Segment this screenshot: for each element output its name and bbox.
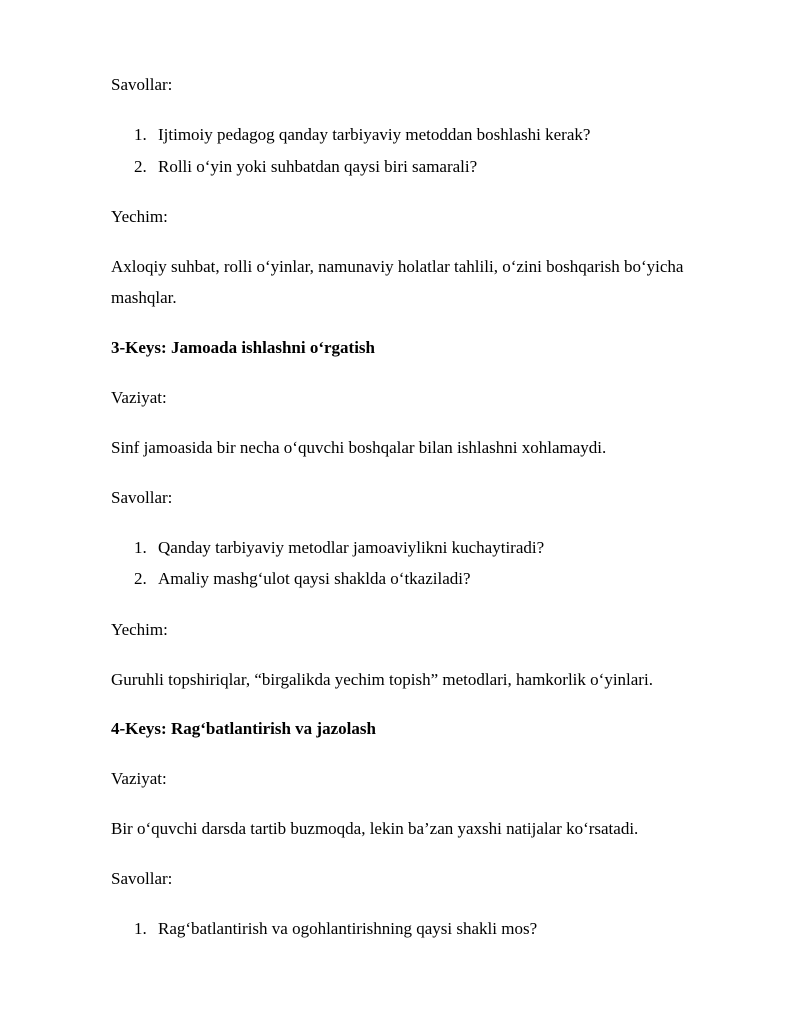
list-item-text: Amaliy mashg‘ulot qaysi shaklda o‘tkaziladi? — [158, 569, 471, 588]
list-number: 2. — [134, 569, 147, 588]
case-heading: 3-Keys: Jamoada ishlashni o‘rgatish — [111, 338, 375, 357]
vaziyat-text: Bir o‘quvchi darsda tartib buzmoqda, lekin ba’zan yaxshi natijalar ko‘rsatadi. — [111, 819, 639, 838]
vaziyat-text: Sinf jamoasida bir necha o‘quvchi boshqalar bilan ishlashni xohlamaydi. — [111, 438, 607, 457]
list-number: 1. — [134, 538, 147, 557]
vaziyat-label: Vaziyat: — [111, 388, 167, 407]
yechim-label: Yechim: — [111, 620, 168, 639]
list-item-text: Rolli o‘yin yoki suhbatdan qaysi biri samarali? — [158, 157, 478, 176]
list-item-text: Qanday tarbiyaviy metodlar jamoaviylikni kuchaytiradi? — [158, 538, 545, 557]
list-item-text: Rag‘batlantirish va ogohlantirishning qaysi shakli mos? — [158, 919, 538, 938]
yechim-text-line1: Axloqiy suhbat, rolli o‘yinlar, namunaviy holatlar tahlili, o‘zini boshqarish bo‘yicha — [111, 257, 684, 276]
yechim-label: Yechim: — [111, 207, 168, 226]
list-item — [134, 538, 544, 558]
list-item — [134, 157, 477, 177]
yechim-text: Guruhli topshiriqlar, “birgalikda yechim topish” metodlari, hamkorlik o‘yinlari. — [111, 670, 653, 689]
savollar-label: Savollar: — [111, 869, 173, 888]
list-number: 2. — [134, 157, 147, 176]
list-number: 1. — [134, 919, 147, 938]
case-heading: 4-Keys: Rag‘batlantirish va jazolash — [111, 719, 376, 738]
list-item — [134, 125, 590, 145]
list-item — [134, 569, 471, 589]
list-item — [134, 919, 537, 939]
yechim-text-line2: mashqlar. — [111, 288, 177, 307]
savollar-label: Savollar: — [111, 75, 173, 94]
vaziyat-label: Vaziyat: — [111, 769, 167, 788]
list-number: 1. — [134, 125, 147, 144]
list-item-text: Ijtimoiy pedagog qanday tarbiyaviy metoddan boshlashi kerak? — [158, 125, 591, 144]
savollar-label: Savollar: — [111, 488, 173, 507]
